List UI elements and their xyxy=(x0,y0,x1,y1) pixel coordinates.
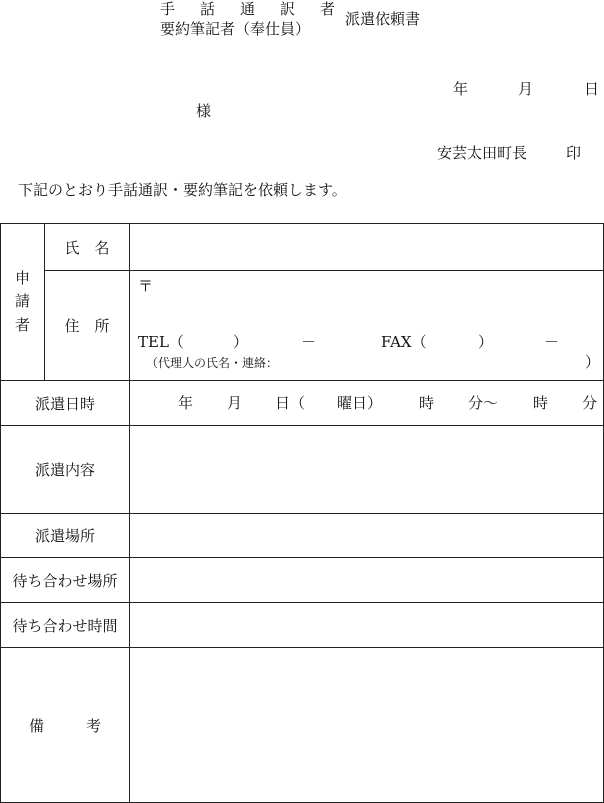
request-form-table xyxy=(0,223,604,803)
dispatch-place-label: 派遣場所 xyxy=(1,514,130,558)
date-year: 年 xyxy=(453,80,469,98)
fax-label: FAX（ xyxy=(381,333,427,351)
address-label: 住 所 xyxy=(45,271,130,381)
applicant-label xyxy=(1,224,45,381)
title-suffix: 派遣依頼書 xyxy=(345,10,421,28)
dispatch-content-label: 派遣内容 xyxy=(1,426,130,514)
dt-hour1: 時 xyxy=(419,394,435,412)
title-line2: 要約筆記者（奉仕員） xyxy=(160,20,311,38)
remarks-char: 考 xyxy=(86,716,102,735)
remarks-char: 備 xyxy=(28,716,44,735)
dispatch-datetime-label: 派遣日時 xyxy=(1,381,130,426)
tel-close: ） xyxy=(233,333,249,351)
fax-dash: － xyxy=(544,333,560,351)
postal-mark: 〒 xyxy=(138,277,154,295)
sender-name: 安芸太田町長 xyxy=(437,144,528,162)
dispatch-content-field[interactable] xyxy=(130,426,604,514)
title-char: 話 xyxy=(200,0,216,18)
proxy-label: （代理人の氏名・連絡： xyxy=(146,356,279,370)
name-label: 氏 名 xyxy=(45,224,130,271)
date-month: 月 xyxy=(518,80,534,98)
dispatch-place-field[interactable] xyxy=(130,514,604,558)
dt-weekday: 曜日） xyxy=(337,394,383,412)
date-day: 日 xyxy=(584,80,600,98)
dispatch-datetime-field[interactable] xyxy=(130,381,604,426)
applicant-char: 請 xyxy=(14,292,30,311)
remarks-field[interactable] xyxy=(130,648,604,803)
dt-day: 日（ xyxy=(275,394,306,412)
meeting-time-label: 待ち合わせ時間 xyxy=(1,603,130,648)
title-line1 xyxy=(160,2,336,17)
meeting-place-field[interactable] xyxy=(130,558,604,603)
addressee-suffix: 様 xyxy=(196,102,212,120)
applicant-char: 者 xyxy=(14,315,30,334)
title-char: 通 xyxy=(240,0,256,18)
fax-close: ） xyxy=(478,333,494,351)
title-char: 者 xyxy=(320,0,336,18)
dt-month: 月 xyxy=(227,394,243,412)
dt-min2: 分 xyxy=(582,394,598,412)
tel-dash: － xyxy=(301,333,317,351)
meeting-place-label: 待ち合わせ場所 xyxy=(1,558,130,603)
remarks-label xyxy=(1,648,130,803)
dt-min1: 分～ xyxy=(468,394,499,412)
dt-hour2: 時 xyxy=(533,394,549,412)
meeting-time-field[interactable] xyxy=(130,603,604,648)
applicant-char: 申 xyxy=(14,269,30,288)
proxy-close: ） xyxy=(585,353,601,371)
address-field[interactable] xyxy=(130,271,604,381)
title-char: 訳 xyxy=(280,0,296,18)
seal-mark: 印 xyxy=(566,144,582,162)
name-field[interactable] xyxy=(130,224,604,271)
dt-year: 年 xyxy=(178,394,194,412)
intro-text: 下記のとおり手話通訳・要約筆記を依頼します。 xyxy=(18,181,347,199)
title-char: 手 xyxy=(160,0,176,18)
tel-label: TEL（ xyxy=(138,333,184,351)
